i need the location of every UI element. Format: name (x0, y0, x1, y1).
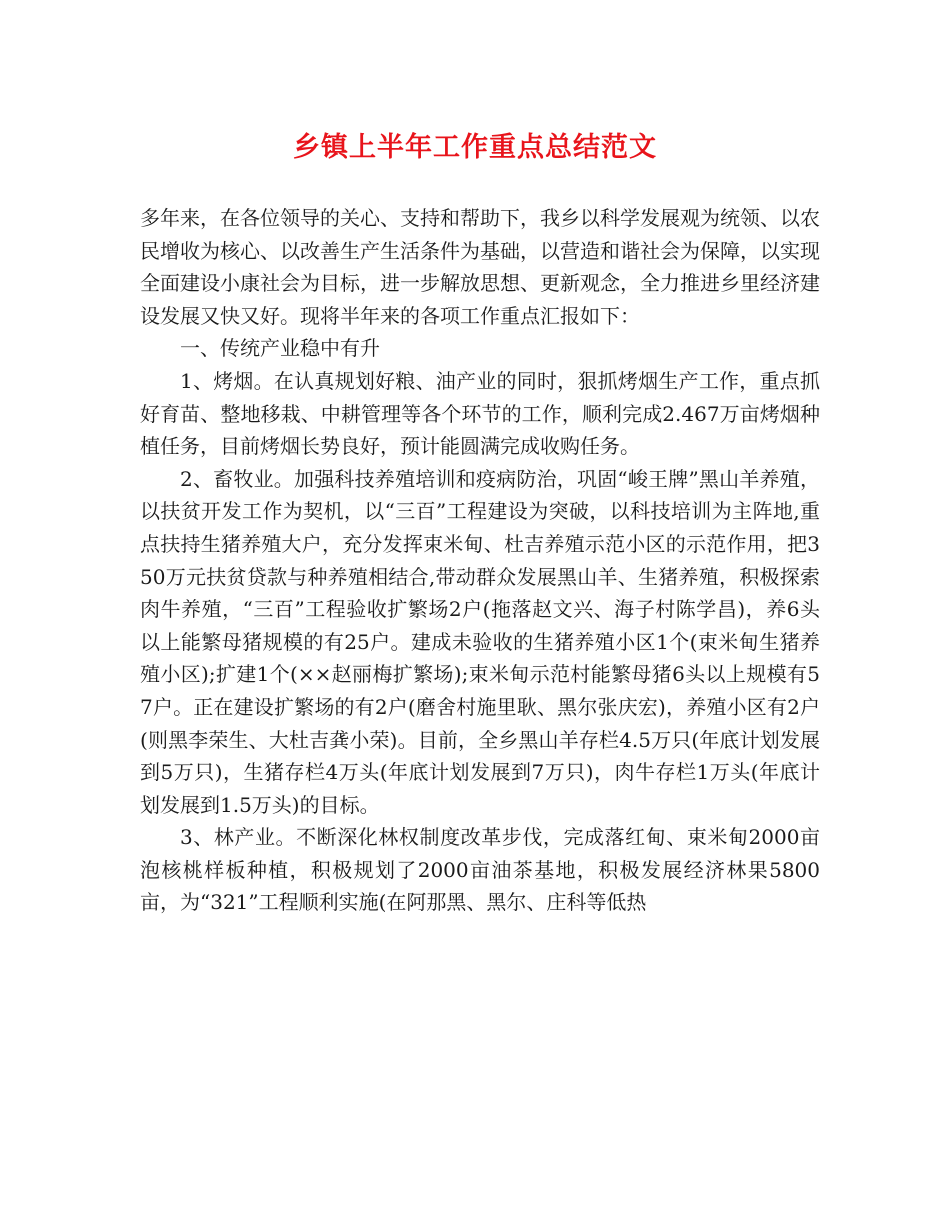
paragraph-intro: 多年来，在各位领导的关心、支持和帮助下，我乡以科学发展观为统领、以农民增收为核心、以改善生产生活条件为基础，以营造和谐社会为保障，以实现全面建设小康社会为目标，进一步解放思想、更新观念，全力推进乡里经济建设发展又快又好。现将半年来的各项工作重点汇报如下： (140, 206, 820, 328)
paragraph-livestock: 2、畜牧业。加强科技养殖培训和疫病防治，巩固“峻王牌”黑山羊养殖，以扶贫开发工作为契机，以“三百”工程建设为突破，以科技培训为主阵地,重点扶持生猪养殖大户，充分发挥束米甸、杜吉养殖示范小区的示范作用，把350万元扶贫贷款与种养殖相结合,带动群众发展黑山羊、生猪养殖，积极探索肉牛养殖，“三百”工程验收扩繁场2户(拖落赵文兴、海子村陈学昌)，养6头以上能繁母猪规模的有25户。建成未验收的生猪养殖小区1个(束米甸生猪养殖小区);扩建1个(××赵丽梅扩繁场);束米甸示范村能繁母猪6头以上规模有57户。正在建设扩繁场的有2户(磨舍村施里耿、黑尔张庆宏)，养殖小区有2户(则黑李荣生、大杜吉龚小荣)。目前，全乡黑山羊存栏4.5万只(年底计划发展到5万只)，生猪存栏4万头(年底计划发展到7万只)，肉牛存栏1万头(年底计划发展到1.5万头)的目标。 (140, 466, 820, 817)
paragraph-tobacco: 1、烤烟。在认真规划好粮、油产业的同时，狠抓烤烟生产工作，重点抓好育苗、整地移栽、中耕管理等各个环节的工作，顺利完成2.467万亩烤烟种植任务，目前烤烟长势良好，预计能圆满完成收购任务。 (140, 368, 820, 459)
paragraph-forestry: 3、林产业。不断深化林权制度改革步伐，完成落红甸、束米甸2000亩泡核桃样板种植，积极规划了2000亩油茶基地，积极发展经济林果5800亩，为“321”工程顺利实施(在阿那黑、黑尔、庄科等低热 (140, 825, 820, 915)
document-body (140, 202, 820, 919)
document-title: 乡镇上半年工作重点总结范文 (293, 132, 657, 163)
section-heading-traditional-industry: 一、传统产业稳中有升 (180, 336, 380, 361)
